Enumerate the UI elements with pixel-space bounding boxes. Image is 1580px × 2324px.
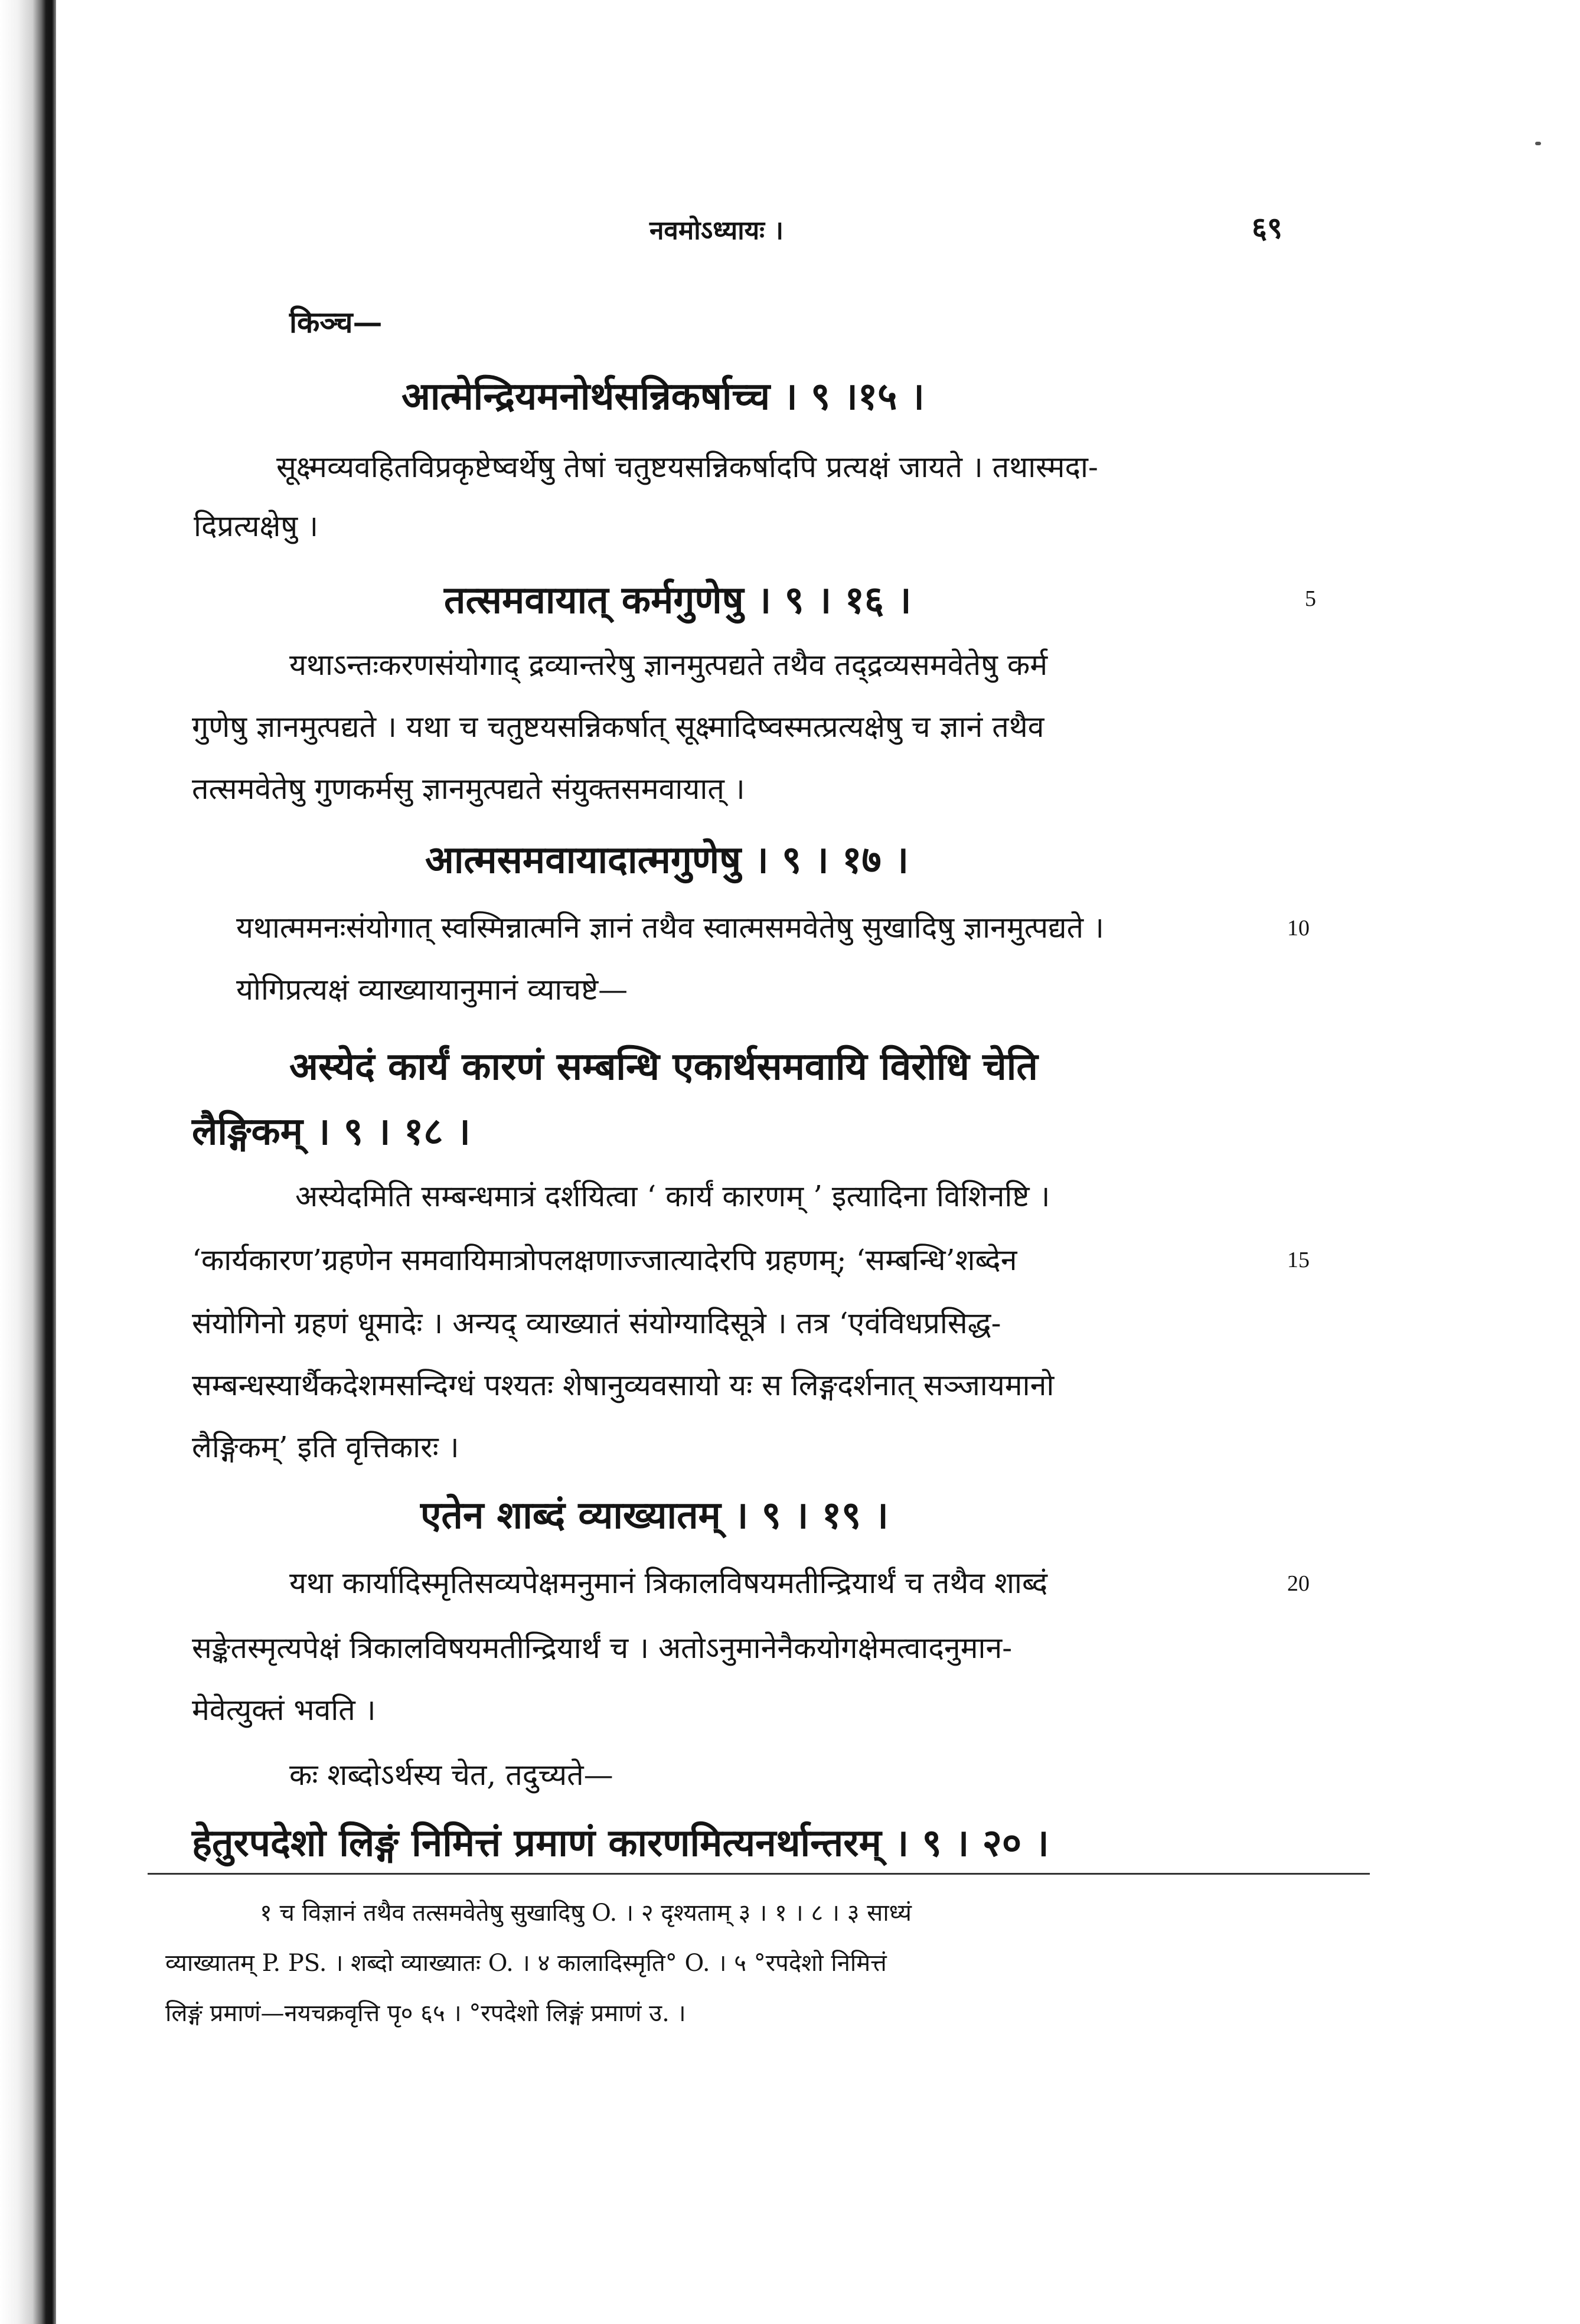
commentary-line: अस्येदमिति सम्बन्धमात्रं दर्शयित्वा ‘ कार्यं कारणम् ’ इत्यादिना विशिनष्टि । [295, 1179, 1050, 1213]
commentary-line: तत्समवेतेषु गुणकर्मसु ज्ञानमुत्पद्यते संयुक्तसमवायात् । [192, 772, 745, 806]
commentary-line: सम्बन्धस्यार्थैकदेशमसन्दिग्धं पश्यतः शेषानुव्यवसायो यः स लिङ्गदर्शनात् सञ्जायमानो [192, 1368, 1055, 1402]
line-number: 10 [1287, 916, 1310, 941]
running-header: नवमोऽध्यायः । [649, 216, 784, 246]
sutra-9-18: अस्येदं कार्यं कारणं सम्बन्धि एकार्थसमवायि विरोधि चेति [289, 1045, 1038, 1089]
footnote-line: व्याख्यातम् P. PS. । शब्दो व्याख्यातः O. । ४ कालादिस्मृति° O. । ५ °रपदेशो निमित्तं [165, 1950, 887, 1977]
sutra-9-16: तत्समवायात् कर्मगुणेषु । ९ । १६ । [444, 578, 912, 622]
commentary-line: कः शब्दोऽर्थस्य चेत, तदुच्यते— [289, 1758, 613, 1792]
commentary-line: संयोगिनो ग्रहणं धूमादेः । अन्यद् व्याख्यातं संयोग्यादिसूत्रे । तत्र ‘एवंविधप्रसिद्ध- [192, 1306, 1001, 1340]
line-number: 15 [1287, 1248, 1310, 1272]
sutra-9-18-continued: लैङ्गिकम् । ९ । १८ । [192, 1109, 471, 1154]
sutra-9-20: हेतुरपदेशो लिङ्गं निमित्तं प्रमाणं कारणमित्यनर्थान्तरम् । ९ । २० । [192, 1821, 1049, 1865]
commentary-line: लैङ्गिकम्’ इति वृत्तिकारः । [192, 1430, 459, 1464]
sutra-9-19: एतेन शाब्दं व्याख्यातम् । ९ । १९ । [420, 1493, 889, 1538]
sutra-9-15: आत्मेन्द्रियमनोर्थसन्निकर्षाच्च । ९ ।१५ । [401, 374, 925, 419]
commentary-line: मेवेत्युक्तं भवति । [192, 1693, 376, 1727]
commentary-line: दिप्रत्यक्षेषु । [194, 509, 319, 543]
commentary-line: यथा कार्यादिस्मृतिसव्यपेक्षमनुमानं त्रिकालविषयमतीन्द्रियार्थं च तथैव शाब्दं [289, 1566, 1048, 1600]
commentary-line: यथाऽन्तःकरणसंयोगाद् द्रव्यान्तरेषु ज्ञानमुत्पद्यते तथैव तद्द्रव्यसमवेतेषु कर्म [289, 648, 1048, 682]
commentary-line: गुणेषु ज्ञानमुत्पद्यते । यथा च चतुष्टयसन्निकर्षात् सूक्ष्मादिष्वस्मत्प्रत्यक्षेषु च ज्ञानं तथैव [192, 710, 1044, 744]
footnote-line: १ च विज्ञानं तथैव तत्समवेतेषु सुखादिषु O. । २ दृश्यताम् ३ । १ । ८ । ३ साध्यं [260, 1899, 912, 1927]
margin-speck [1535, 142, 1541, 145]
commentary-line: योगिप्रत्यक्षं व्याख्यायानुमानं व्याचष्टे— [236, 972, 628, 1007]
sutra-9-17: आत्मसमवायादात्मगुणेषु । ९ । १७ । [425, 838, 909, 882]
footnote-line: लिङ्गं प्रमाणं—नयचक्रवृत्ति पृ० ६५ । °रपदेशो लिङ्गं प्रमाणं उ. । [165, 2000, 686, 2027]
footnote-divider [148, 1873, 1370, 1875]
page-binding-shadow [0, 0, 56, 2324]
commentary-line: सङ्केतस्मृत्यपेक्षं त्रिकालविषयमतीन्द्रियार्थं च । अतोऽनुमानेनैकयोगक्षेमत्वादनुमान- [192, 1631, 1013, 1665]
page-number: ६९ [1252, 210, 1282, 245]
line-number: 5 [1305, 586, 1316, 611]
commentary-line: यथात्ममनःसंयोगात् स्वस्मिन्नात्मनि ज्ञानं तथैव स्वात्मसमवेतेषु सुखादिषु ज्ञानमुत्पद्यते । [236, 910, 1104, 945]
commentary-line: ‘कार्यकारण’ग्रहणेन समवायिमात्रोपलक्षणाज्जात्यादेरपि ग्रहणम्; ‘सम्बन्धि’शब्देन [192, 1243, 1017, 1277]
connective-text: किञ्च— [289, 305, 383, 340]
commentary-line: सूक्ष्मव्यवहितविप्रकृष्टेष्वर्थेषु तेषां चतुष्टयसन्निकर्षादपि प्रत्यक्षं जायते । तथास्मदा- [276, 450, 1098, 484]
line-number: 20 [1287, 1571, 1310, 1596]
